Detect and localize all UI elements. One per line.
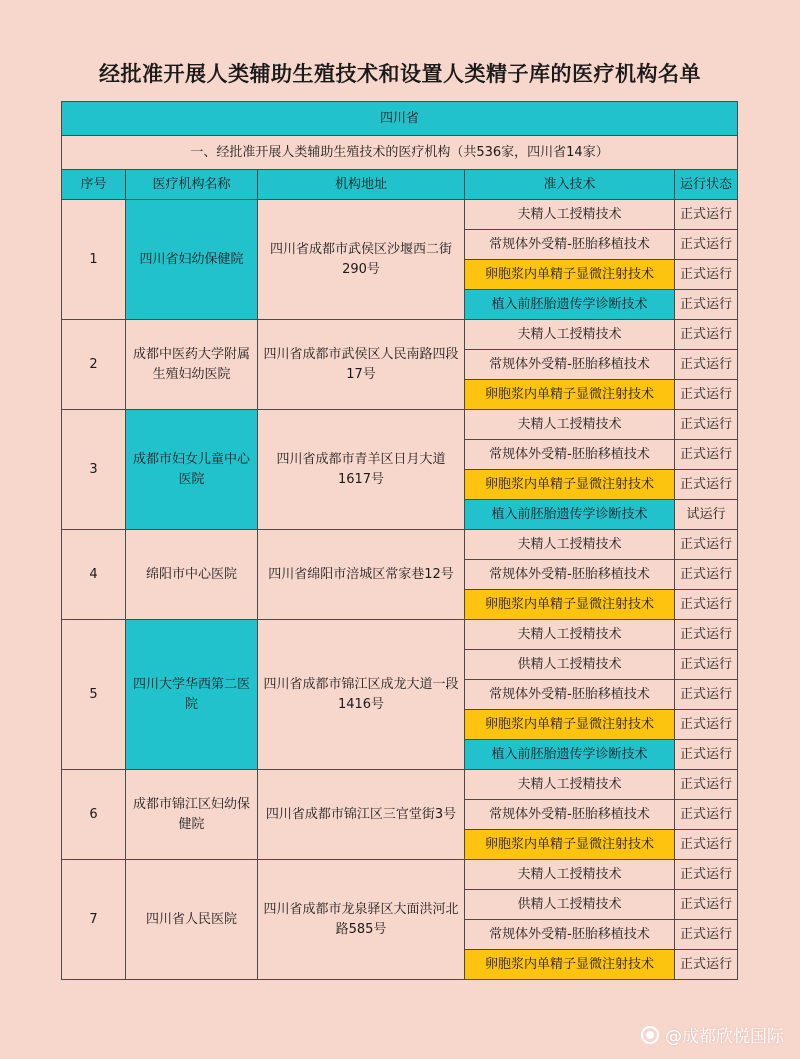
technology-cell: 夫精人工授精技术 [465,860,675,890]
technology-cell: 卵胞浆内单精子显微注射技术 [465,260,675,290]
technology-cell: 常规体外受精-胚胎移植技术 [465,800,675,830]
column-header-tech: 准入技术 [465,170,675,200]
institution-name: 四川省人民医院 [126,860,258,980]
technology-cell: 植入前胚胎遗传学诊断技术 [465,500,675,530]
status-cell: 正式运行 [675,350,738,380]
institution-number: 4 [62,530,126,620]
status-cell: 正式运行 [675,470,738,500]
status-cell: 正式运行 [675,650,738,680]
institution-number: 3 [62,410,126,530]
status-cell: 正式运行 [675,950,738,980]
technology-cell: 夫精人工授精技术 [465,530,675,560]
watermark [641,1022,784,1047]
technology-cell: 常规体外受精-胚胎移植技术 [465,920,675,950]
institution-address: 四川省成都市青羊区日月大道1617号 [258,410,465,530]
technology-cell: 常规体外受精-胚胎移植技术 [465,560,675,590]
institution-name: 绵阳市中心医院 [126,530,258,620]
institution-address: 四川省绵阳市涪城区常家巷12号 [258,530,465,620]
status-cell: 正式运行 [675,290,738,320]
status-cell: 正式运行 [675,440,738,470]
technology-cell: 夫精人工授精技术 [465,200,675,230]
table-row [62,320,738,350]
technology-cell: 夫精人工授精技术 [465,410,675,440]
status-cell: 正式运行 [675,230,738,260]
institution-name: 成都市锦江区妇幼保健院 [126,770,258,860]
institution-address: 四川省成都市龙泉驿区大面洪河北路585号 [258,860,465,980]
technology-cell: 植入前胚胎遗传学诊断技术 [465,290,675,320]
technology-cell: 卵胞浆内单精子显微注射技术 [465,380,675,410]
table-row [62,410,738,440]
column-header-name: 医疗机构名称 [126,170,258,200]
table-row [62,530,738,560]
status-cell: 正式运行 [675,620,738,650]
watermark-logo-icon [641,1026,659,1044]
status-cell: 正式运行 [675,380,738,410]
status-cell: 试运行 [675,500,738,530]
status-cell: 正式运行 [675,710,738,740]
status-cell: 正式运行 [675,860,738,890]
status-cell: 正式运行 [675,260,738,290]
institution-number: 1 [62,200,126,320]
technology-cell: 供精人工授精技术 [465,890,675,920]
institution-number: 6 [62,770,126,860]
status-cell: 正式运行 [675,590,738,620]
institution-number: 7 [62,860,126,980]
status-cell: 正式运行 [675,320,738,350]
column-header-status: 运行状态 [675,170,738,200]
institution-name: 四川省妇幼保健院 [126,200,258,320]
column-header-no: 序号 [62,170,126,200]
watermark-text: @成都欣悦国际 [665,1027,784,1047]
technology-cell: 卵胞浆内单精子显微注射技术 [465,950,675,980]
technology-cell: 供精人工授精技术 [465,650,675,680]
status-cell: 正式运行 [675,200,738,230]
status-cell: 正式运行 [675,530,738,560]
status-cell: 正式运行 [675,830,738,860]
status-cell: 正式运行 [675,560,738,590]
status-cell: 正式运行 [675,680,738,710]
status-cell: 正式运行 [675,920,738,950]
institution-number: 5 [62,620,126,770]
status-cell: 正式运行 [675,410,738,440]
institution-number: 2 [62,320,126,410]
technology-cell: 夫精人工授精技术 [465,320,675,350]
institution-address: 四川省成都市武侯区人民南路四段17号 [258,320,465,410]
technology-cell: 夫精人工授精技术 [465,620,675,650]
institution-address: 四川省成都市锦江区三官堂街3号 [258,770,465,860]
status-cell: 正式运行 [675,800,738,830]
status-cell: 正式运行 [675,740,738,770]
technology-cell: 植入前胚胎遗传学诊断技术 [465,740,675,770]
technology-cell: 卵胞浆内单精子显微注射技术 [465,710,675,740]
institution-name: 成都中医药大学附属生殖妇幼医院 [126,320,258,410]
institution-name: 成都市妇女儿童中心医院 [126,410,258,530]
column-header-address: 机构地址 [258,170,465,200]
technology-cell: 卵胞浆内单精子显微注射技术 [465,470,675,500]
institution-table [61,101,738,980]
section-subtitle: 一、经批准开展人类辅助生殖技术的医疗机构（共536家，四川省14家） [62,136,738,170]
table-row [62,770,738,800]
technology-cell: 夫精人工授精技术 [465,770,675,800]
institution-address: 四川省成都市武侯区沙堰西二街290号 [258,200,465,320]
province-banner: 四川省 [62,102,738,136]
status-cell: 正式运行 [675,770,738,800]
institution-address: 四川省成都市锦江区成龙大道一段1416号 [258,620,465,770]
technology-cell: 常规体外受精-胚胎移植技术 [465,230,675,260]
technology-cell: 常规体外受精-胚胎移植技术 [465,440,675,470]
table-row [62,860,738,890]
institution-name: 四川大学华西第二医院 [126,620,258,770]
technology-cell: 常规体外受精-胚胎移植技术 [465,680,675,710]
table-row [62,620,738,650]
technology-cell: 卵胞浆内单精子显微注射技术 [465,830,675,860]
page-title: 经批准开展人类辅助生殖技术和设置人类精子库的医疗机构名单 [99,62,701,86]
status-cell: 正式运行 [675,890,738,920]
technology-cell: 卵胞浆内单精子显微注射技术 [465,590,675,620]
technology-cell: 常规体外受精-胚胎移植技术 [465,350,675,380]
table-row [62,200,738,230]
